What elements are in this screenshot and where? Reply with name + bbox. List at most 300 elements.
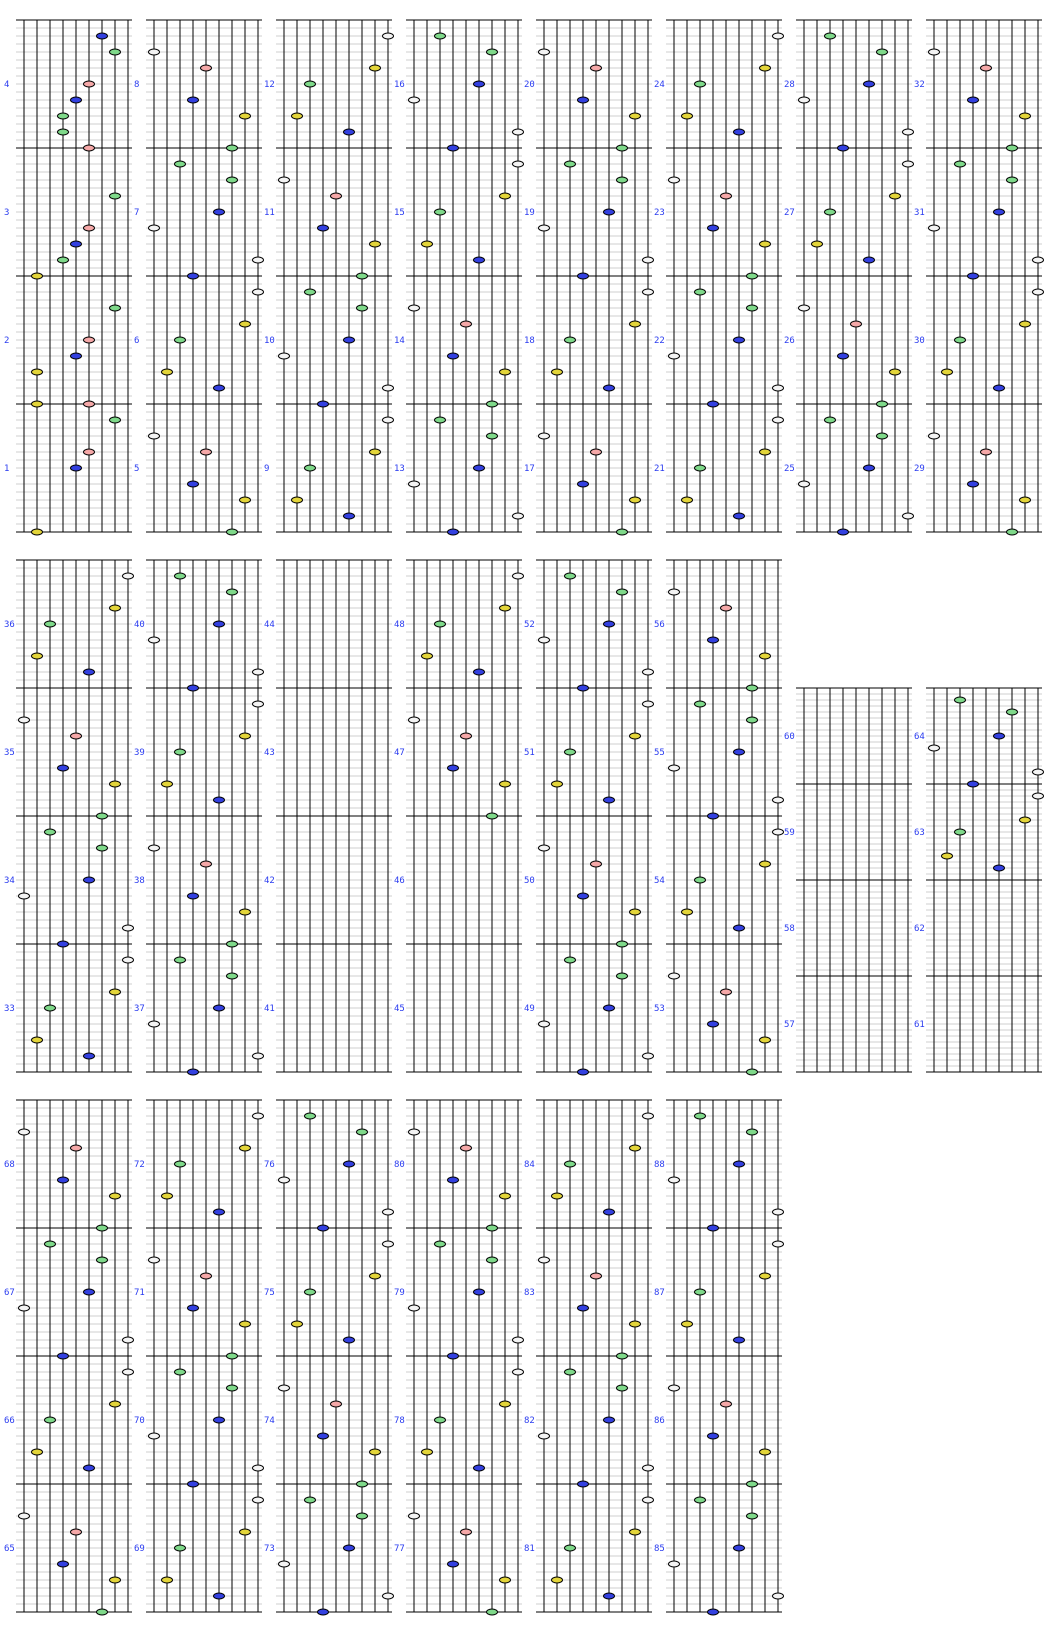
- note: [318, 1433, 329, 1439]
- note: [617, 529, 628, 535]
- note: [552, 1193, 563, 1199]
- note: [500, 369, 511, 375]
- note: [760, 1273, 771, 1279]
- note: [227, 529, 238, 535]
- note: [890, 193, 901, 199]
- note: [435, 621, 446, 627]
- note: [71, 97, 82, 103]
- note: [994, 385, 1005, 391]
- note: [214, 621, 225, 627]
- measure-label: 83: [524, 1288, 535, 1298]
- note: [240, 321, 251, 327]
- measure-label: 13: [394, 464, 405, 474]
- note: [630, 1529, 641, 1535]
- measure-label: 31: [914, 208, 925, 218]
- note: [383, 1241, 394, 1247]
- note: [110, 1401, 121, 1407]
- note: [201, 65, 212, 71]
- note: [565, 749, 576, 755]
- note: [760, 449, 771, 455]
- note: [214, 1417, 225, 1423]
- note: [188, 97, 199, 103]
- measure-label: 38: [134, 876, 145, 886]
- measure-label: 56: [654, 620, 665, 630]
- note: [149, 1257, 160, 1263]
- note: [604, 209, 615, 215]
- note: [357, 1513, 368, 1519]
- note: [110, 1577, 121, 1583]
- note: [695, 1289, 706, 1295]
- note: [409, 97, 420, 103]
- measure-label: 81: [524, 1544, 535, 1554]
- note: [838, 353, 849, 359]
- note: [305, 289, 316, 295]
- note: [188, 1481, 199, 1487]
- note: [383, 1593, 394, 1599]
- measure-label: 50: [524, 876, 535, 886]
- note: [45, 1417, 56, 1423]
- note: [539, 637, 550, 643]
- measure-label: 41: [264, 1004, 275, 1014]
- note: [539, 845, 550, 851]
- measure-label: 29: [914, 464, 925, 474]
- note: [1007, 529, 1018, 535]
- note: [227, 589, 238, 595]
- note: [448, 145, 459, 151]
- measure-label: 5: [134, 464, 140, 474]
- measure-label: 18: [524, 336, 535, 346]
- note: [175, 1369, 186, 1375]
- note: [877, 401, 888, 407]
- measure-label: 15: [394, 208, 405, 218]
- measure-label: 59: [784, 828, 795, 838]
- note: [513, 1369, 524, 1375]
- note: [565, 957, 576, 963]
- note: [84, 401, 95, 407]
- measure-label: 79: [394, 1288, 405, 1298]
- measure-label: 76: [264, 1160, 275, 1170]
- note: [604, 1005, 615, 1011]
- measure-label: 48: [394, 620, 405, 630]
- note: [617, 1353, 628, 1359]
- note: [370, 449, 381, 455]
- note: [435, 417, 446, 423]
- note: [565, 1369, 576, 1375]
- note: [19, 1305, 30, 1311]
- note: [279, 1385, 290, 1391]
- note: [799, 97, 810, 103]
- note: [383, 417, 394, 423]
- note: [409, 717, 420, 723]
- measure-label: 28: [784, 80, 795, 90]
- note: [708, 1433, 719, 1439]
- note: [383, 385, 394, 391]
- note: [175, 749, 186, 755]
- note: [84, 225, 95, 231]
- note: [578, 1481, 589, 1487]
- note: [214, 1005, 225, 1011]
- note: [188, 1305, 199, 1311]
- note: [539, 433, 550, 439]
- note: [240, 1529, 251, 1535]
- note: [253, 669, 264, 675]
- note: [422, 241, 433, 247]
- measure-label: 36: [4, 620, 15, 630]
- note: [305, 465, 316, 471]
- note: [448, 1353, 459, 1359]
- note: [825, 209, 836, 215]
- note: [591, 861, 602, 867]
- note: [344, 1161, 355, 1167]
- note: [591, 65, 602, 71]
- note: [32, 401, 43, 407]
- note: [669, 177, 680, 183]
- note: [643, 701, 654, 707]
- note: [84, 877, 95, 883]
- measure-label: 78: [394, 1416, 405, 1426]
- note: [773, 797, 784, 803]
- measure-label: 77: [394, 1544, 405, 1554]
- measure-label: 32: [914, 80, 925, 90]
- note: [97, 33, 108, 39]
- note: [253, 1113, 264, 1119]
- note: [344, 513, 355, 519]
- note: [474, 1465, 485, 1471]
- note: [409, 305, 420, 311]
- note: [279, 177, 290, 183]
- note: [591, 1273, 602, 1279]
- measure-label: 52: [524, 620, 535, 630]
- note: [500, 1577, 511, 1583]
- note: [240, 113, 251, 119]
- measure-label: 7: [134, 208, 140, 218]
- note: [461, 1529, 472, 1535]
- note: [747, 273, 758, 279]
- note: [604, 621, 615, 627]
- note: [370, 241, 381, 247]
- note: [474, 465, 485, 471]
- note: [539, 49, 550, 55]
- note: [734, 1545, 745, 1551]
- note: [110, 305, 121, 311]
- measure-label: 34: [4, 876, 15, 886]
- measure-label: 19: [524, 208, 535, 218]
- note: [760, 1449, 771, 1455]
- note: [604, 1209, 615, 1215]
- note: [201, 1273, 212, 1279]
- measure-label: 66: [4, 1416, 15, 1426]
- measure-label: 70: [134, 1416, 145, 1426]
- measure-label: 53: [654, 1004, 665, 1014]
- note: [19, 1129, 30, 1135]
- note: [721, 1401, 732, 1407]
- note: [552, 781, 563, 787]
- note: [773, 33, 784, 39]
- note: [487, 1609, 498, 1615]
- note: [513, 573, 524, 579]
- note: [240, 1321, 251, 1327]
- note: [201, 449, 212, 455]
- note: [461, 321, 472, 327]
- note: [669, 1561, 680, 1567]
- note: [565, 573, 576, 579]
- note: [695, 1497, 706, 1503]
- note: [669, 973, 680, 979]
- note: [175, 337, 186, 343]
- note: [253, 1497, 264, 1503]
- note: [747, 1481, 758, 1487]
- note: [253, 1465, 264, 1471]
- note: [58, 257, 69, 263]
- note: [565, 161, 576, 167]
- note: [149, 225, 160, 231]
- note: [188, 893, 199, 899]
- note: [604, 385, 615, 391]
- note: [1020, 497, 1031, 503]
- note: [435, 1241, 446, 1247]
- note: [149, 49, 160, 55]
- note: [981, 449, 992, 455]
- note: [305, 1113, 316, 1119]
- note: [708, 1021, 719, 1027]
- note: [123, 573, 134, 579]
- note: [305, 81, 316, 87]
- note: [747, 1513, 758, 1519]
- note: [422, 653, 433, 659]
- measure-label: 23: [654, 208, 665, 218]
- note: [84, 337, 95, 343]
- note: [994, 209, 1005, 215]
- note: [565, 1161, 576, 1167]
- note: [630, 733, 641, 739]
- note: [513, 129, 524, 135]
- note: [851, 321, 862, 327]
- note: [513, 161, 524, 167]
- note: [643, 1113, 654, 1119]
- note: [292, 497, 303, 503]
- note: [721, 193, 732, 199]
- note: [1033, 793, 1044, 799]
- note: [578, 481, 589, 487]
- note: [630, 909, 641, 915]
- note: [71, 733, 82, 739]
- note: [734, 513, 745, 519]
- note: [318, 225, 329, 231]
- note: [84, 1053, 95, 1059]
- note: [409, 481, 420, 487]
- note: [188, 273, 199, 279]
- measure-label: 9: [264, 464, 270, 474]
- measure-label: 10: [264, 336, 275, 346]
- note: [45, 1241, 56, 1247]
- note: [214, 209, 225, 215]
- note: [734, 129, 745, 135]
- note: [318, 1225, 329, 1231]
- note: [760, 241, 771, 247]
- measure-label: 88: [654, 1160, 665, 1170]
- note: [734, 337, 745, 343]
- note: [32, 1037, 43, 1043]
- note: [214, 385, 225, 391]
- note: [734, 1161, 745, 1167]
- note: [487, 1257, 498, 1263]
- note: [149, 433, 160, 439]
- note: [487, 49, 498, 55]
- note: [253, 289, 264, 295]
- note: [942, 369, 953, 375]
- note: [747, 305, 758, 311]
- note: [669, 1177, 680, 1183]
- note: [227, 941, 238, 947]
- note: [214, 797, 225, 803]
- note: [773, 829, 784, 835]
- measure-label: 65: [4, 1544, 15, 1554]
- measure-label: 42: [264, 876, 275, 886]
- note: [448, 1561, 459, 1567]
- measure-label: 55: [654, 748, 665, 758]
- note: [604, 797, 615, 803]
- note: [1033, 769, 1044, 775]
- measure-label: 51: [524, 748, 535, 758]
- note: [773, 417, 784, 423]
- note: [227, 1385, 238, 1391]
- measure-label: 60: [784, 732, 795, 742]
- note: [435, 209, 446, 215]
- measure-label: 2: [4, 336, 10, 346]
- note: [799, 481, 810, 487]
- note: [32, 1449, 43, 1455]
- note: [500, 781, 511, 787]
- note: [682, 909, 693, 915]
- note: [175, 573, 186, 579]
- note: [734, 925, 745, 931]
- note: [422, 1449, 433, 1455]
- note: [110, 49, 121, 55]
- note: [214, 1209, 225, 1215]
- measure-label: 45: [394, 1004, 405, 1014]
- note: [292, 113, 303, 119]
- note: [461, 1145, 472, 1151]
- note: [708, 1225, 719, 1231]
- note: [71, 353, 82, 359]
- note: [97, 1609, 108, 1615]
- note: [162, 1577, 173, 1583]
- note: [565, 337, 576, 343]
- note: [279, 1561, 290, 1567]
- note: [773, 1593, 784, 1599]
- note: [84, 1289, 95, 1295]
- note: [1007, 177, 1018, 183]
- note: [539, 225, 550, 231]
- note: [903, 129, 914, 135]
- note: [149, 1021, 160, 1027]
- note: [695, 701, 706, 707]
- note: [32, 273, 43, 279]
- note: [305, 1497, 316, 1503]
- note: [448, 353, 459, 359]
- note: [97, 1257, 108, 1263]
- note: [955, 337, 966, 343]
- note: [864, 465, 875, 471]
- note: [695, 289, 706, 295]
- note: [630, 1321, 641, 1327]
- note: [552, 369, 563, 375]
- note: [903, 513, 914, 519]
- note: [513, 1337, 524, 1343]
- note: [838, 529, 849, 535]
- note: [409, 1305, 420, 1311]
- note: [721, 605, 732, 611]
- note: [994, 733, 1005, 739]
- note: [71, 241, 82, 247]
- note: [240, 497, 251, 503]
- note: [435, 1417, 446, 1423]
- note: [162, 1193, 173, 1199]
- measure-label: 87: [654, 1288, 665, 1298]
- note: [682, 497, 693, 503]
- note: [58, 1353, 69, 1359]
- note: [188, 481, 199, 487]
- note: [695, 877, 706, 883]
- note: [383, 1209, 394, 1215]
- measure-label: 63: [914, 828, 925, 838]
- note: [344, 337, 355, 343]
- note: [760, 1037, 771, 1043]
- note: [357, 305, 368, 311]
- measure-label: 22: [654, 336, 665, 346]
- note: [474, 257, 485, 263]
- note: [708, 813, 719, 819]
- measure-label: 49: [524, 1004, 535, 1014]
- note: [877, 433, 888, 439]
- note: [188, 685, 199, 691]
- measure-label: 69: [134, 1544, 145, 1554]
- note: [357, 1481, 368, 1487]
- measure-label: 71: [134, 1288, 145, 1298]
- note: [409, 1129, 420, 1135]
- note: [695, 465, 706, 471]
- measure-label: 8: [134, 80, 140, 90]
- note: [123, 1369, 134, 1375]
- note: [578, 1069, 589, 1075]
- note: [903, 161, 914, 167]
- measure-label: 46: [394, 876, 405, 886]
- measure-label: 12: [264, 80, 275, 90]
- note: [812, 241, 823, 247]
- note: [500, 1193, 511, 1199]
- note: [370, 65, 381, 71]
- note: [227, 973, 238, 979]
- note: [578, 685, 589, 691]
- measure-label: 20: [524, 80, 535, 90]
- measure-label: 72: [134, 1160, 145, 1170]
- note: [578, 97, 589, 103]
- note: [799, 305, 810, 311]
- note: [162, 369, 173, 375]
- note: [682, 113, 693, 119]
- note: [773, 1209, 784, 1215]
- note: [968, 781, 979, 787]
- note: [734, 749, 745, 755]
- note: [110, 781, 121, 787]
- note: [669, 1385, 680, 1391]
- measure-label: 84: [524, 1160, 535, 1170]
- note: [1033, 289, 1044, 295]
- note: [617, 1385, 628, 1391]
- note: [110, 193, 121, 199]
- note: [760, 861, 771, 867]
- note: [344, 129, 355, 135]
